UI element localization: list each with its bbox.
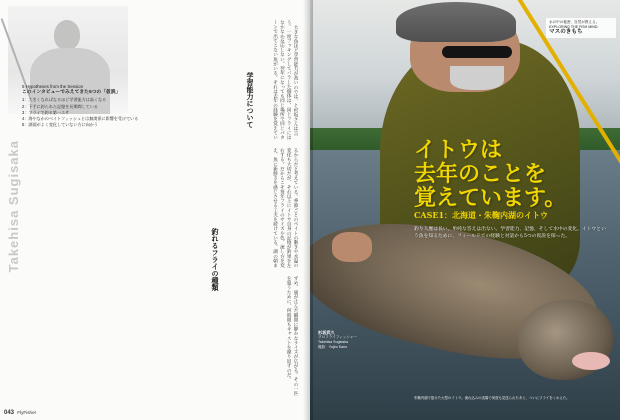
angler-beard <box>450 66 504 90</box>
hypothesis-item: 1：大きくなればなるほど学習能力は高くなる <box>22 97 107 103</box>
article-body-columns <box>36 20 298 398</box>
headline-line-2: 去年のことを <box>414 161 547 187</box>
hypothesis-item: 3：フライで釣る第一エサ <box>22 109 70 115</box>
ito-fish-mouth <box>572 352 610 370</box>
page-number: 043 <box>4 410 15 416</box>
hypothesis-item: 4：海やなかのベイトフィッシュとは無関係に影響を受けている <box>22 116 139 122</box>
section-heading-learning: 学習能力について <box>246 72 255 128</box>
hypotheses-title-en: 5 Hypotheses from the Session <box>22 84 84 89</box>
hypotheses-title-ja: このインタビューでみえてきた5つの「仮説」 <box>22 90 121 96</box>
angler-hand <box>332 232 372 262</box>
article-headline <box>414 138 614 210</box>
angler-cap <box>396 2 516 42</box>
hypothesis-item: 5：湖面がよく変化していない方に向かう <box>22 122 98 128</box>
series-tag <box>546 18 616 38</box>
hypothesis-item: 2：下手に釣られた記憶を長期間している <box>22 103 98 109</box>
angler-sunglasses <box>442 46 512 58</box>
right-page-photo <box>310 0 620 420</box>
author-name-vertical: Takehisa Sugisaka <box>6 140 21 273</box>
page-folio <box>4 410 36 416</box>
article-paragraph: 大きな魚ほど学習能力が高いのでは、と杉坂さんは言う。一度フッキングしてバラした個体は、同じフライにはなかなか反応しない。翌年になっても同じ場所で同じパターンで出てこない魚がいる。それは去年の経験を覚えているからだと考えている。季節ごとのベイトの動きや水温の変化も大切だが、それ以上にイトウ自身の記憶が釣果を左右する。だからこそ毎年フライのサイズや色、流し方を変え、魚に新鮮さを感じさせる工夫を続けている。湖の朝まずめ、風が止んだ瞬間に静かなライズが広がる。その一匹を狙うために、何時間もキャストを繰り返すのだ。 <box>272 20 298 396</box>
photo-caption: 朱鞠内湖で掛けた大型のイトウ。流れ込みの浅場で何度も見送られたあと、ついにフライをくわえた。 <box>414 396 570 400</box>
credit-line: Takehisa Sugisaka <box>318 340 348 344</box>
magazine-name: FlyFisher <box>17 410 37 415</box>
headline-line-1: イトウは <box>414 137 503 163</box>
lead-paragraph: 釣り人歴は長い。単純な答えは出ない。学習能力、記憶、そして水中の変化。イトウという魚を知るために、フィールドでの経験と対話から5つの仮説を探った。 <box>414 227 606 239</box>
credit-name: 杉坂武久 <box>318 330 335 335</box>
page-gutter <box>303 0 313 420</box>
series-tag-small: 水の中の秘密、自然が教える。EXPLORING THE FISH MIND. <box>549 20 600 29</box>
headline-line-3: 覚えています。 <box>414 185 567 211</box>
case-subhead: CASE1：北海道・朱鞠内湖のイトウ <box>414 210 549 220</box>
credit-line: 撮影：Yujiro Kano <box>318 345 348 349</box>
credit-line: プロフライフィッシャー <box>318 335 357 339</box>
section-heading-fly: 釣れるフライの種類 <box>211 228 220 291</box>
series-tag-title: マスのきもち <box>549 29 583 36</box>
photo-credit <box>318 330 398 350</box>
